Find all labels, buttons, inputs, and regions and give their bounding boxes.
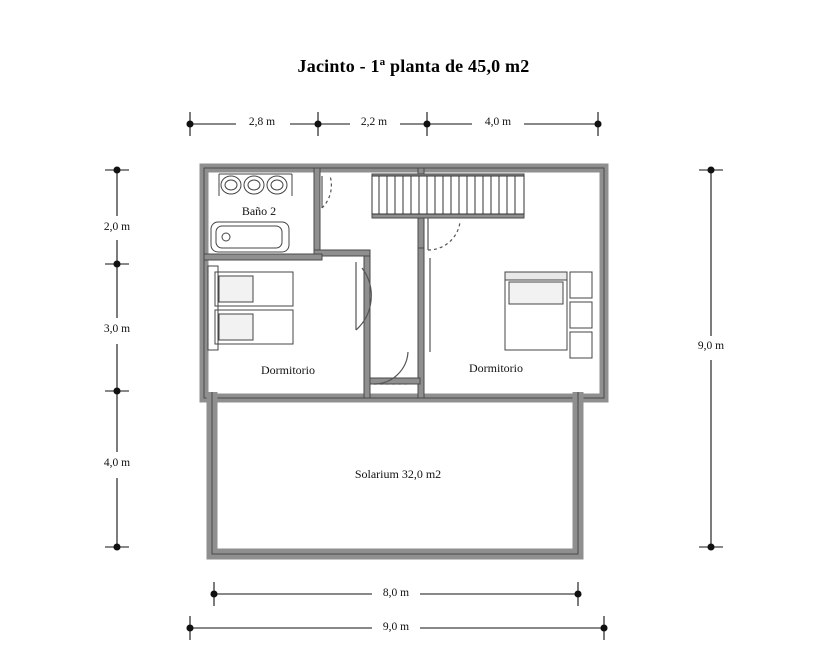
room-label-solarium: Solarium 32,0 m2	[354, 467, 442, 481]
staircase	[372, 176, 524, 214]
room-label-bano-2: Baño 2	[241, 204, 277, 218]
dim-left-1: 2,0 m	[103, 221, 131, 233]
room-label-dormitorio-left: Dormitorio	[261, 363, 315, 377]
dim-bottom-1: 8,0 m	[382, 587, 410, 599]
dim-top-2: 2,2 m	[360, 116, 388, 128]
dim-left-3: 4,0 m	[103, 457, 131, 469]
furniture-left-bedroom	[208, 266, 293, 350]
dimension-lines-right	[699, 167, 723, 550]
furniture-right-bedroom	[505, 272, 592, 358]
dim-top-3: 4,0 m	[484, 116, 512, 128]
room-label-dormitorio-right: Dormitorio	[469, 361, 523, 375]
dim-right-1: 9,0 m	[697, 340, 725, 352]
page-title: Jacinto - 1ª planta de 45,0 m2	[297, 56, 530, 76]
dim-left-2: 3,0 m	[103, 323, 131, 335]
dim-top-1: 2,8 m	[248, 116, 276, 128]
dim-bottom-2: 9,0 m	[382, 621, 410, 633]
